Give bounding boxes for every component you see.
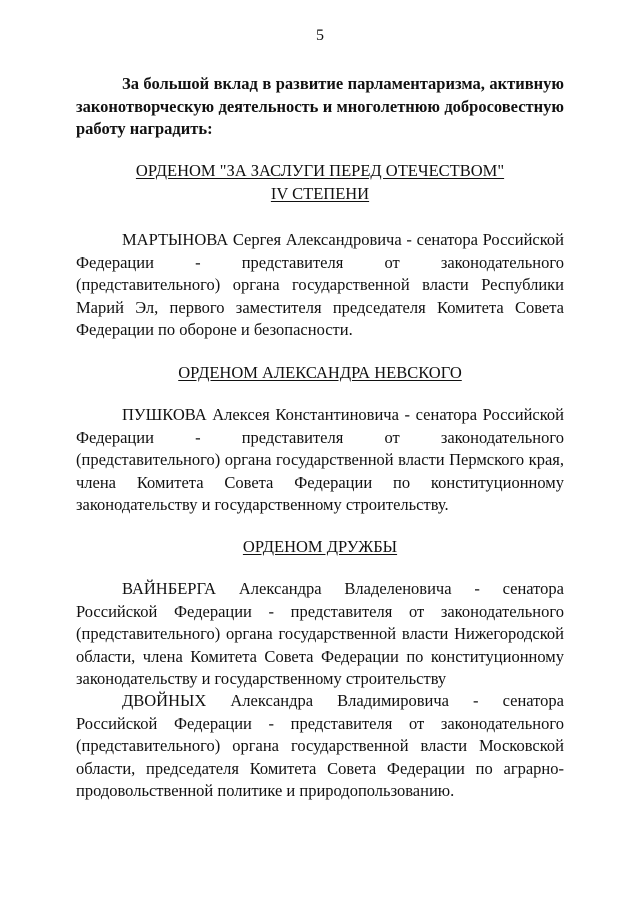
award-title-nevsky	[76, 362, 564, 385]
award-entry-martynov: МАРТЫНОВА Сергея Александровича - сенатора Российской Федерации - представителя от законодательного (представительного) органа государственной власти Республики Марий Эл, первого заместителя председателя Комитета Совета Федерации по обороне и безопасности.	[76, 230, 564, 339]
award-title-friendship	[76, 536, 564, 559]
award-title-fatherland-line2: IV СТЕПЕНИ	[270, 183, 370, 203]
award-title-fatherland	[76, 160, 564, 205]
page-number: 5	[316, 27, 324, 44]
award-intro-text: За большой вклад в развитие парламентаризма, активную законотворческую деятельность и многолетнюю добросовестную работу наградить:	[76, 74, 564, 138]
award-entry-vainberg: ВАЙНБЕРГА Александра Владеленовича - сенатора Российской Федерации - представителя от законодательного (представительного) органа государственной власти Нижегородской области, члена Комитета Совета Федерации по конституционному законодательству и государственному строительству	[76, 579, 564, 688]
award-entry-dvoinykh: ДВОЙНЫХ Александра Владимировича - сенатора Российской Федерации - представителя от законодательного (представительного) органа государственной власти Московской области, председателя Комитета Совета Федерации по аграрно-продовольственной политике и природопользованию.	[76, 691, 564, 800]
award-entry-pushkov: ПУШКОВА Алексея Константиновича - сенатора Российской Федерации - представителя от законодательного (представительного) органа государственной власти Пермского края, члена Комитета Совета Федерации по конституционному законодательству и государственному строительству.	[76, 405, 564, 514]
award-intro	[76, 73, 564, 141]
award-title-friendship-line1: ОРДЕНОМ ДРУЖБЫ	[242, 537, 398, 556]
award-title-fatherland-line1: ОРДЕНОМ "ЗА ЗАСЛУГИ ПЕРЕД ОТЕЧЕСТВОМ"	[135, 161, 505, 180]
award-title-nevsky-line1: ОРДЕНОМ АЛЕКСАНДРА НЕВСКОГО	[178, 363, 462, 382]
